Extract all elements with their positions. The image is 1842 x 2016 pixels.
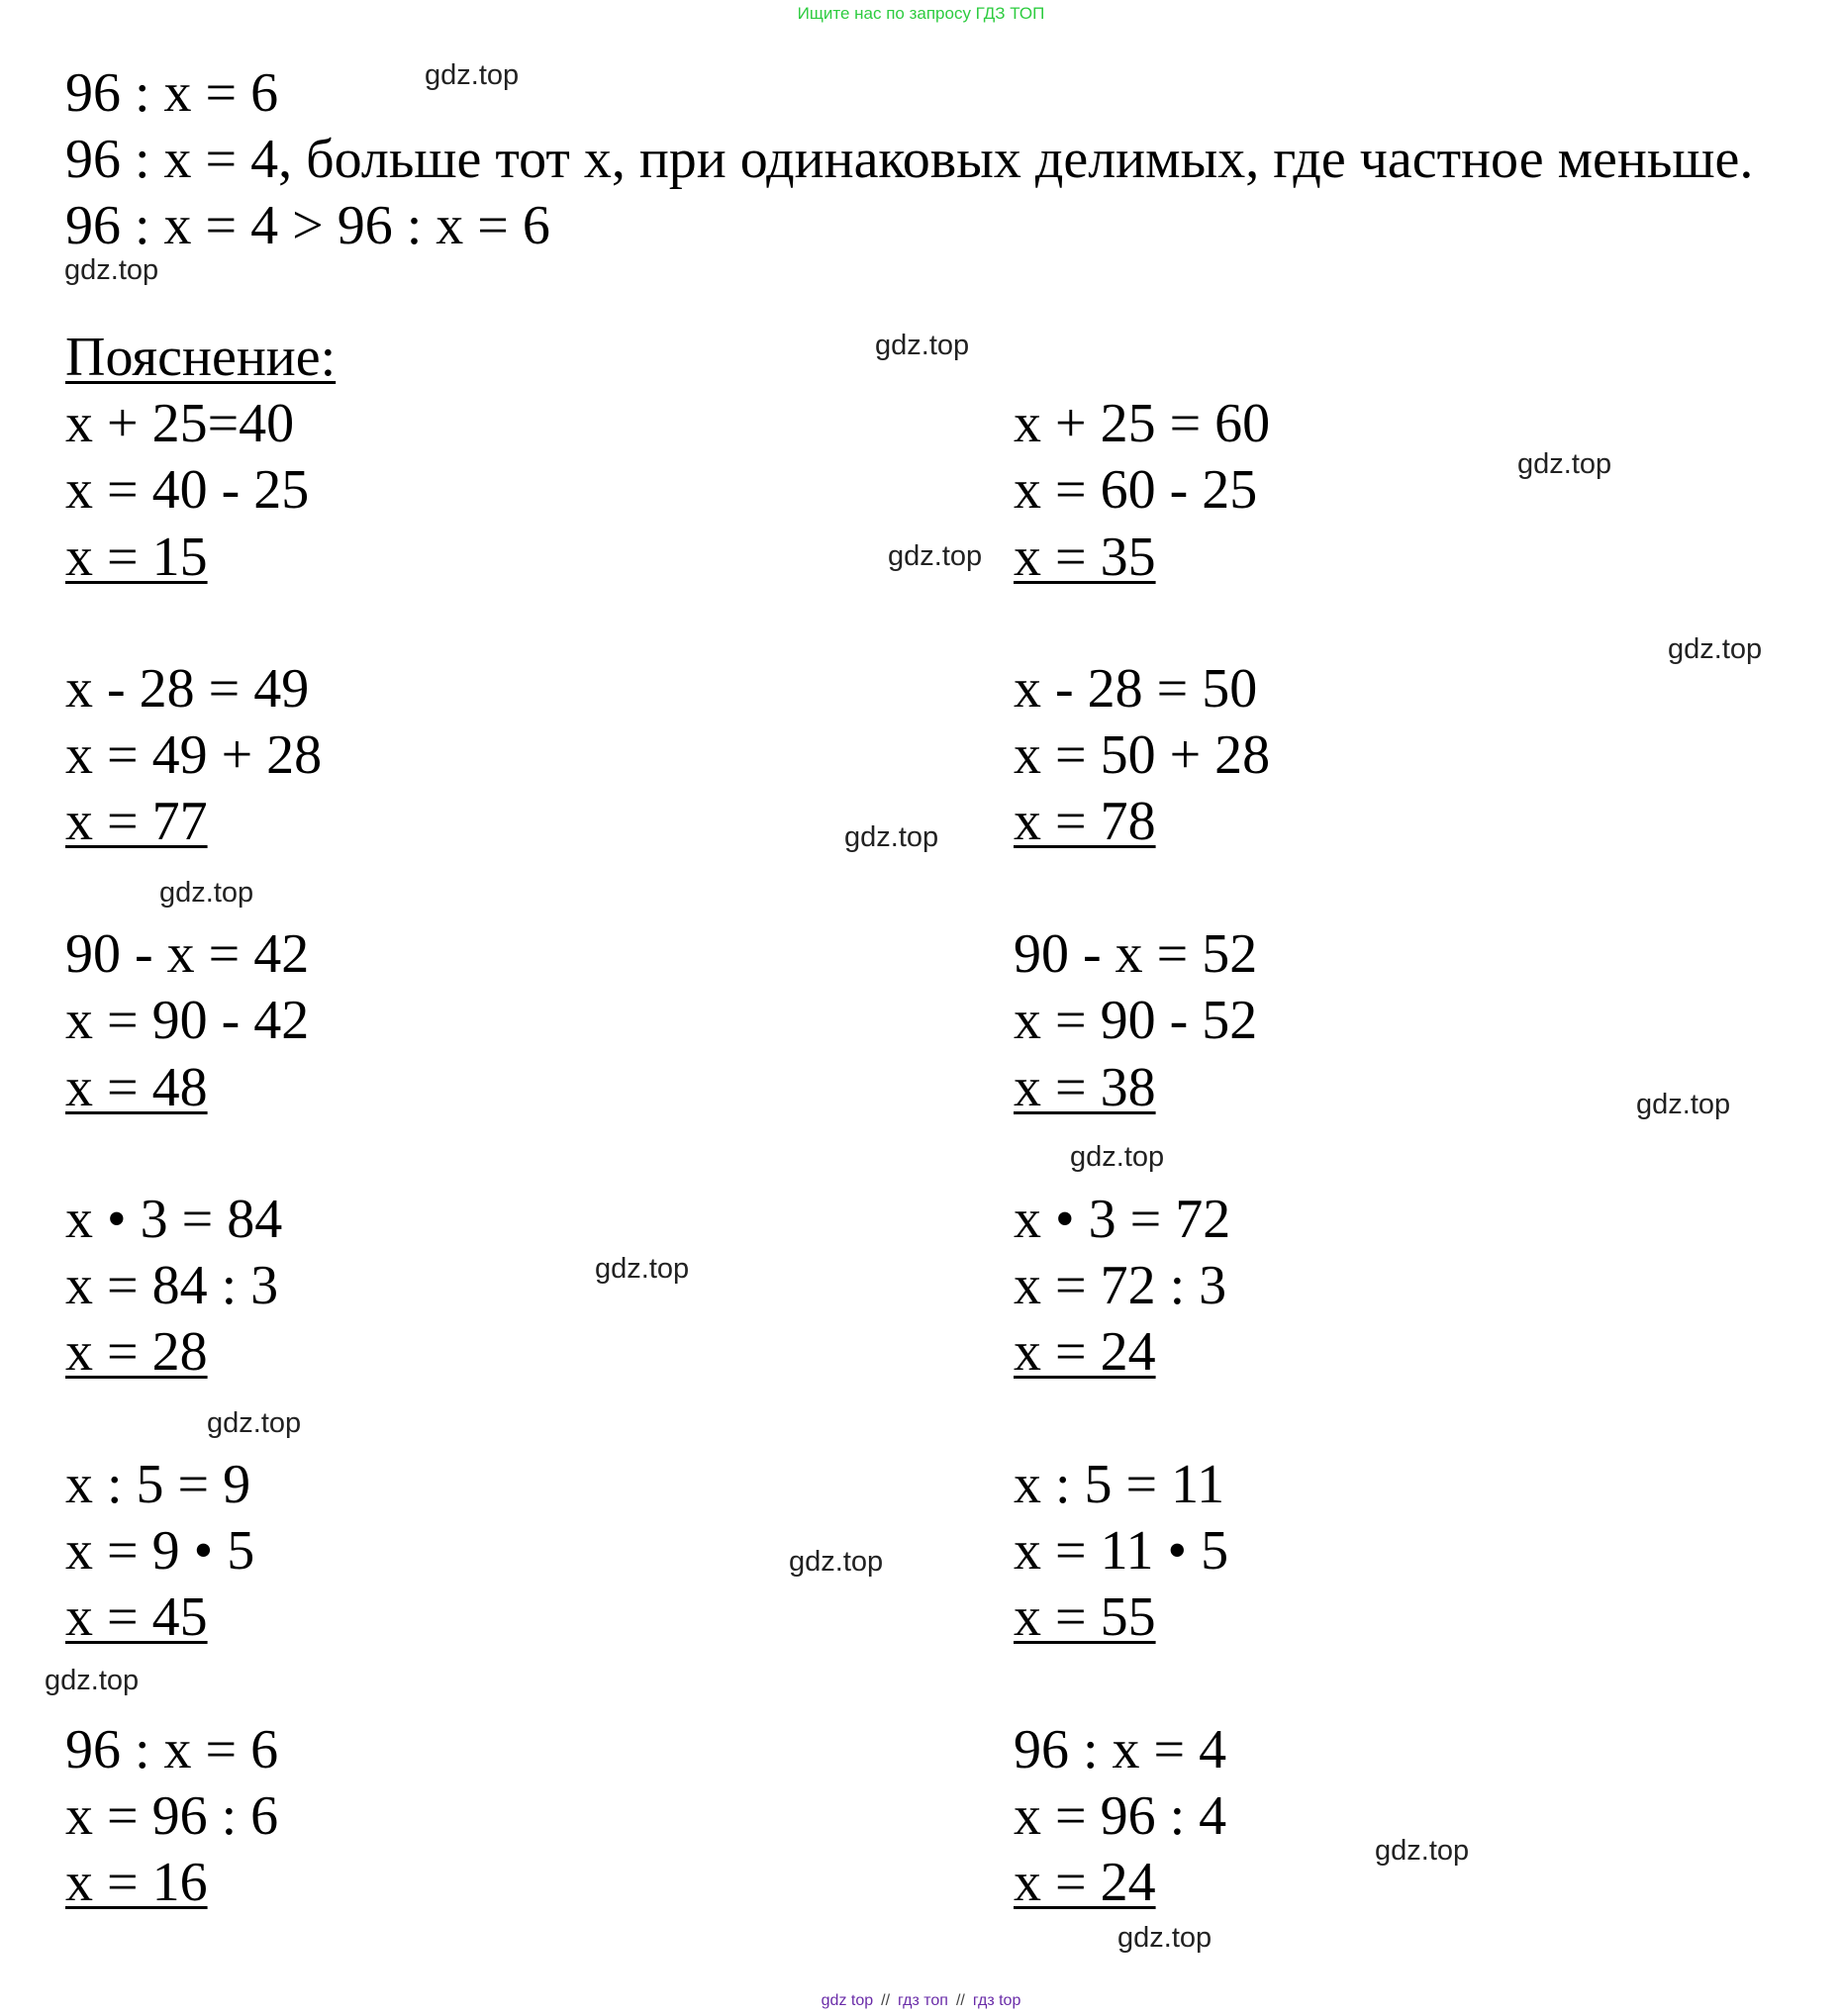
bottom-link-1[interactable]: gdz top xyxy=(821,1992,874,2009)
left-eq-1-answer: x = 15 xyxy=(65,527,208,588)
watermark: gdz.top xyxy=(888,540,983,572)
right-eq-4-line-1: x • 3 = 72 xyxy=(1014,1189,1231,1250)
explanation-heading: Пояснение: xyxy=(65,327,337,388)
right-eq-2-line-1: x - 28 = 50 xyxy=(1014,658,1258,720)
bottom-link-2[interactable]: гдз топ xyxy=(898,1992,948,2009)
watermark: gdz.top xyxy=(45,1665,140,1696)
right-eq-2-answer: x = 78 xyxy=(1014,791,1156,852)
right-eq-6-line-1: 96 : x = 4 xyxy=(1014,1719,1227,1780)
left-eq-4-line-1: x • 3 = 84 xyxy=(65,1189,283,1250)
right-eq-1-line-2: x = 60 - 25 xyxy=(1014,459,1258,521)
left-eq-3-line-1: 90 - x = 42 xyxy=(65,923,310,985)
left-eq-5-answer: x = 45 xyxy=(65,1586,208,1648)
watermark: gdz.top xyxy=(1117,1922,1212,1954)
right-eq-3-line-1: 90 - x = 52 xyxy=(1014,923,1258,985)
left-eq-3-line-2: x = 90 - 42 xyxy=(65,990,310,1051)
top-search-link[interactable]: Ищите нас по запросу ГДЗ ТОП xyxy=(797,4,1045,23)
right-eq-6-answer: x = 24 xyxy=(1014,1852,1156,1913)
watermark: gdz.top xyxy=(207,1407,302,1439)
watermark: gdz.top xyxy=(425,59,520,91)
watermark: gdz.top xyxy=(844,821,939,853)
watermark: gdz.top xyxy=(64,254,159,286)
right-eq-5-line-2: x = 11 • 5 xyxy=(1014,1520,1229,1582)
watermark: gdz.top xyxy=(159,877,254,909)
watermark: gdz.top xyxy=(1668,633,1763,665)
intro-line-1: 96 : x = 6 xyxy=(65,62,279,124)
right-eq-3-line-2: x = 90 - 52 xyxy=(1014,990,1258,1051)
left-eq-6-line-1: 96 : x = 6 xyxy=(65,1719,279,1780)
right-eq-5-line-1: x : 5 = 11 xyxy=(1014,1454,1225,1515)
left-eq-4-line-2: x = 84 : 3 xyxy=(65,1255,279,1316)
left-eq-1-line-1: x + 25=40 xyxy=(65,393,295,454)
watermark: gdz.top xyxy=(1070,1141,1165,1173)
intro-line-2: 96 : x = 4, больше тот x, при одинаковых делимых, где частное меньше. xyxy=(65,129,1754,190)
right-eq-1-answer: x = 35 xyxy=(1014,527,1156,588)
right-eq-6-line-2: x = 96 : 4 xyxy=(1014,1785,1227,1847)
left-eq-6-line-2: x = 96 : 6 xyxy=(65,1785,279,1847)
intro-line-3: 96 : x = 4 > 96 : x = 6 xyxy=(65,195,550,256)
right-eq-5-answer: x = 55 xyxy=(1014,1586,1156,1648)
right-eq-4-answer: x = 24 xyxy=(1014,1321,1156,1383)
left-eq-1-line-2: x = 40 - 25 xyxy=(65,459,310,521)
bottom-link-3[interactable]: гдз top xyxy=(972,1992,1021,2009)
watermark: gdz.top xyxy=(595,1253,690,1285)
bottom-links xyxy=(0,1992,1842,2010)
watermark: gdz.top xyxy=(1636,1089,1731,1120)
watermark: gdz.top xyxy=(789,1546,884,1578)
left-eq-2-answer: x = 77 xyxy=(65,791,208,852)
left-eq-5-line-2: x = 9 • 5 xyxy=(65,1520,255,1582)
left-eq-4-answer: x = 28 xyxy=(65,1321,208,1383)
left-eq-6-answer: x = 16 xyxy=(65,1852,208,1913)
separator: // xyxy=(955,1992,965,2009)
left-eq-2-line-2: x = 49 + 28 xyxy=(65,724,323,786)
left-eq-2-line-1: x - 28 = 49 xyxy=(65,658,310,720)
right-eq-2-line-2: x = 50 + 28 xyxy=(1014,724,1271,786)
right-eq-4-line-2: x = 72 : 3 xyxy=(1014,1255,1227,1316)
watermark: gdz.top xyxy=(1375,1835,1470,1867)
left-eq-3-answer: x = 48 xyxy=(65,1057,208,1118)
watermark: gdz.top xyxy=(875,330,970,361)
watermark: gdz.top xyxy=(1517,448,1612,480)
separator: // xyxy=(881,1992,891,2009)
left-eq-5-line-1: x : 5 = 9 xyxy=(65,1454,251,1515)
right-eq-1-line-1: x + 25 = 60 xyxy=(1014,393,1271,454)
right-eq-3-answer: x = 38 xyxy=(1014,1057,1156,1118)
